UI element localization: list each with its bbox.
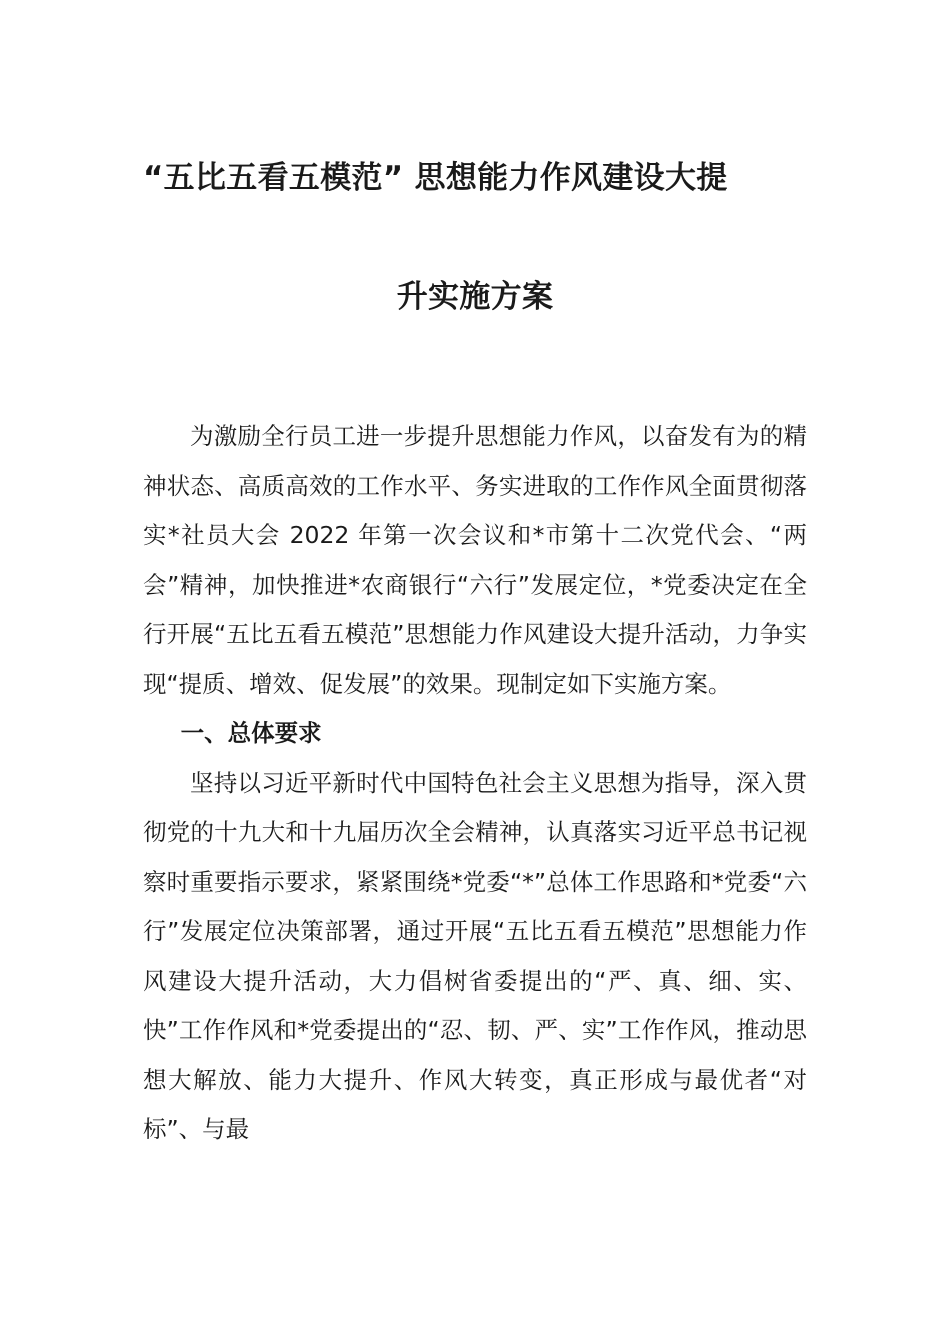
document-title-line-1: “五比五看五模范” 思想能力作风建设大提: [143, 160, 728, 196]
general-requirements-paragraph: 坚持以习近平新时代中国特色社会主义思想为指导，深入贯彻党的十九大和十九届历次全会精神，认真落实习近平总书记视察时重要指示要求，紧紧围绕*党委“*”总体工作思路和*党委“六行”发展定位决策部署，通过开展“五比五看五模范”思想能力作风建设大提升活动，大力倡树省委提出的“严、真、细、实、快”工作作风和*党委提出的“忍、韧、严、实”工作作风，推动思想大解放、能力大提升、作风大转变，真正形成与最优者“对标”、与最: [143, 768, 807, 1143]
document-body: [143, 412, 807, 1155]
document-title-line-2: 升实施方案: [396, 279, 554, 315]
section-heading-general-requirements: 一、总体要求: [180, 719, 322, 747]
intro-paragraph: 为激励全行员工进一步提升思想能力作风，以奋发有为的精神状态、高质高效的工作水平、务实进取的工作作风全面贯彻落实*社员大会 2022 年第一次会议和*市第十二次党代会、“两会”精神，加快推进*农商银行“六行”发展定位，*党委决定在全行开展“五比五看五模范”思想能力作风建设大提升活动，力争实现“提质、增效、促发展”的效果。现制定如下实施方案。: [143, 422, 807, 698]
